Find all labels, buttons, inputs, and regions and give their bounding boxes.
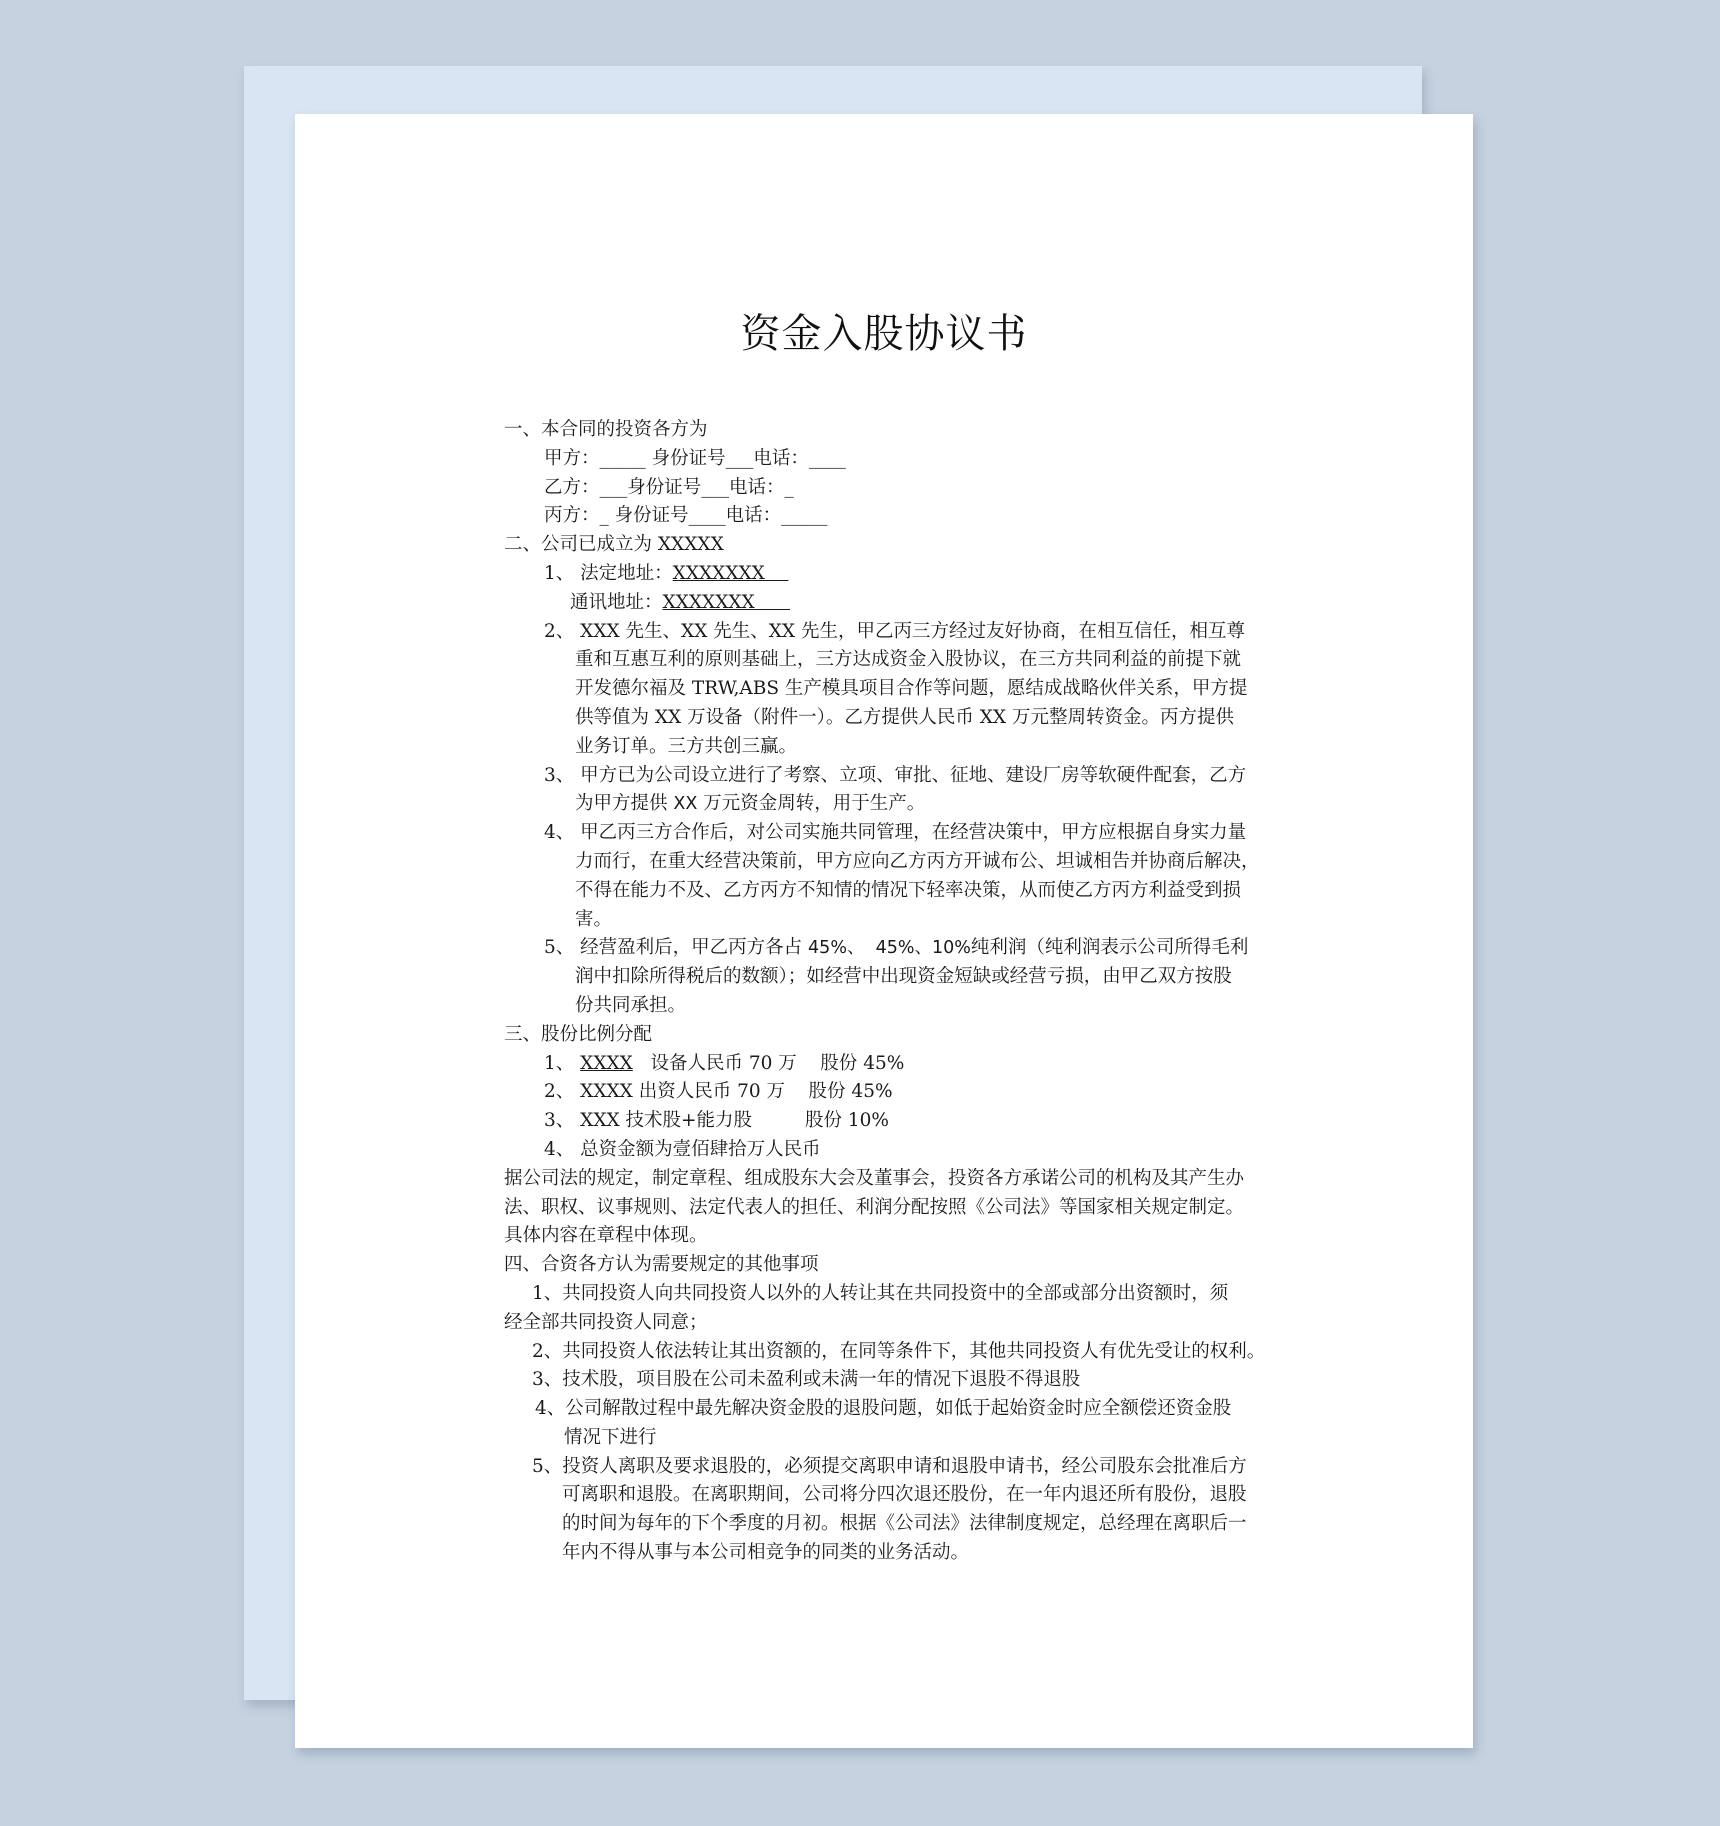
legal-address-line [504,560,1284,589]
clause-5-percentages: 45%、 45%、10% [808,938,971,959]
other-item-5-line: 可离职和退股。在离职期间，公司将分四次退还股份，在一年内退还所有股份，退股 [562,1484,1247,1506]
clause-2-line: 供等值为 XX 万设备（附件一）。乙方提供人民币 XX 万元整周转资金。丙方提供 [575,706,1234,728]
clause-2-line: 重和互惠互利的原则基础上，三方达成资金入股协议，在三方共同利益的前提下就 [575,649,1242,671]
other-item-4-line: 4、公司解散过程中最先解决资金股的退股问题，如低于起始资金时应全额偿还资金股 [535,1398,1232,1420]
clause-3-text: 为甲方提供 [575,793,674,815]
document-title: 资金入股协议书 [740,311,1028,357]
share-row-text: 设备人民币 70 万 股份 45% [632,1052,905,1074]
clause-5-line [504,934,1284,963]
legal-address-value: XXXXXXX [672,562,789,584]
mail-address-value: XXXXXXX [662,591,790,613]
clause-3-line: 3、 甲方已为公司设立进行了考察、立项、审批、征地、建设厂房等软硬件配套，乙方 [544,764,1247,786]
section-2-heading: 二、公司已成立为 XXXXX [504,534,724,556]
company-law-paragraph: 据公司法的规定，制定章程、组成股东大会及董事会，投资各方承诺公司的机构及其产生办 [504,1167,1245,1189]
legal-address-label: 1、 法定地址： [544,562,673,584]
party-b-line: 乙方：___身份证号___电话：_ [544,476,794,498]
share-row-3: 3、 XXX 技术股+能力股 股份 10% [544,1110,889,1132]
document-body [504,416,1284,1568]
mail-address-label: 通讯地址： [570,591,663,613]
clause-5-text: 5、 经营盈利后，甲乙丙方各占 [544,937,809,959]
company-law-paragraph: 具体内容在章程中体现。 [504,1225,708,1247]
document-page [295,114,1473,1748]
other-item-5-line: 年内不得从事与本公司相竞争的同类的业务活动。 [562,1542,970,1564]
clause-4-line: 不得在能力不及、乙方丙方不知情的情况下轻率决策，从而使乙方丙方利益受到损 [575,879,1242,901]
other-item-3-line: 3、技术股，项目股在公司未盈利或未满一年的情况下退股不得退股 [532,1369,1081,1391]
share-row-number: 1、 [544,1052,581,1074]
clause-2-line: 2、 XXX 先生、XX 先生、XX 先生，甲乙丙三方经过友好协商，在相互信任，相互尊 [544,620,1245,642]
share-row-2: 2、 XXXX 出资人民币 70 万 股份 45% [544,1081,893,1103]
share-row-4: 4、 总资金额为壹佰肆拾万人民币 [544,1138,821,1160]
clause-4-line: 力而行，在重大经营决策前，甲方应向乙方丙方开诚布公、坦诚相告并协商后解决， [575,850,1260,872]
other-item-2-line: 2、共同投资人依法转让其出资额的，在同等条件下，其他共同投资人有优先受让的权利。 [532,1340,1266,1362]
mail-address-line [504,589,1284,618]
other-item-5-line: 5、投资人离职及要求退股的，必须提交离职申请和退股申请书，经公司股东会批准后方 [532,1455,1247,1477]
clause-3-amount: XX [673,794,698,815]
share-holder-name: XXXX [580,1052,633,1074]
company-law-paragraph: 法、职权、议事规则、法定代表人的担任、利润分配按照《公司法》等国家相关规定制定。 [504,1196,1245,1218]
clause-2-line: 开发德尔福及 TRW,ABS 生产模具项目合作等问题，愿结成战略伙伴关系，甲方提 [575,678,1248,700]
clause-2-line: 业务订单。三方共创三赢。 [575,735,798,757]
other-item-1-line: 1、共同投资人向共同投资人以外的人转让其在共同投资中的全部或部分出资额时，须 [532,1282,1229,1304]
clause-5-text: 纯利润（纯利润表示公司所得毛利 [970,937,1249,959]
section-4-heading: 四、合资各方认为需要规定的其他事项 [504,1254,819,1276]
section-1-heading: 一、本合同的投资各方为 [504,419,708,440]
clause-3-line [504,790,1284,819]
other-item-4-line: 情况下进行 [564,1426,657,1448]
party-a-line: 甲方：_____ 身份证号___电话：____ [544,447,846,469]
other-item-1-line: 经全部共同投资人同意； [504,1311,708,1333]
clause-5-line: 份共同承担。 [575,994,687,1016]
section-3-heading: 三、股份比例分配 [504,1023,653,1045]
clause-3-text: 万元资金周转，用于生产。 [697,793,926,815]
share-row-1 [504,1050,1284,1079]
other-item-5-line: 的时间为每年的下个季度的月初。根据《公司法》法律制度规定，总经理在离职后一 [562,1513,1247,1535]
clause-5-line: 润中扣除所得税后的数额）；如经营中出现资金短缺或经营亏损，由甲乙双方按股 [575,966,1232,988]
party-c-line: 丙方：_ 身份证号____电话：_____ [544,505,828,527]
clause-4-line: 害。 [575,908,613,930]
clause-4-line: 4、 甲乙丙三方合作后，对公司实施共同管理，在经营决策中，甲方应根据自身实力量 [544,822,1247,844]
